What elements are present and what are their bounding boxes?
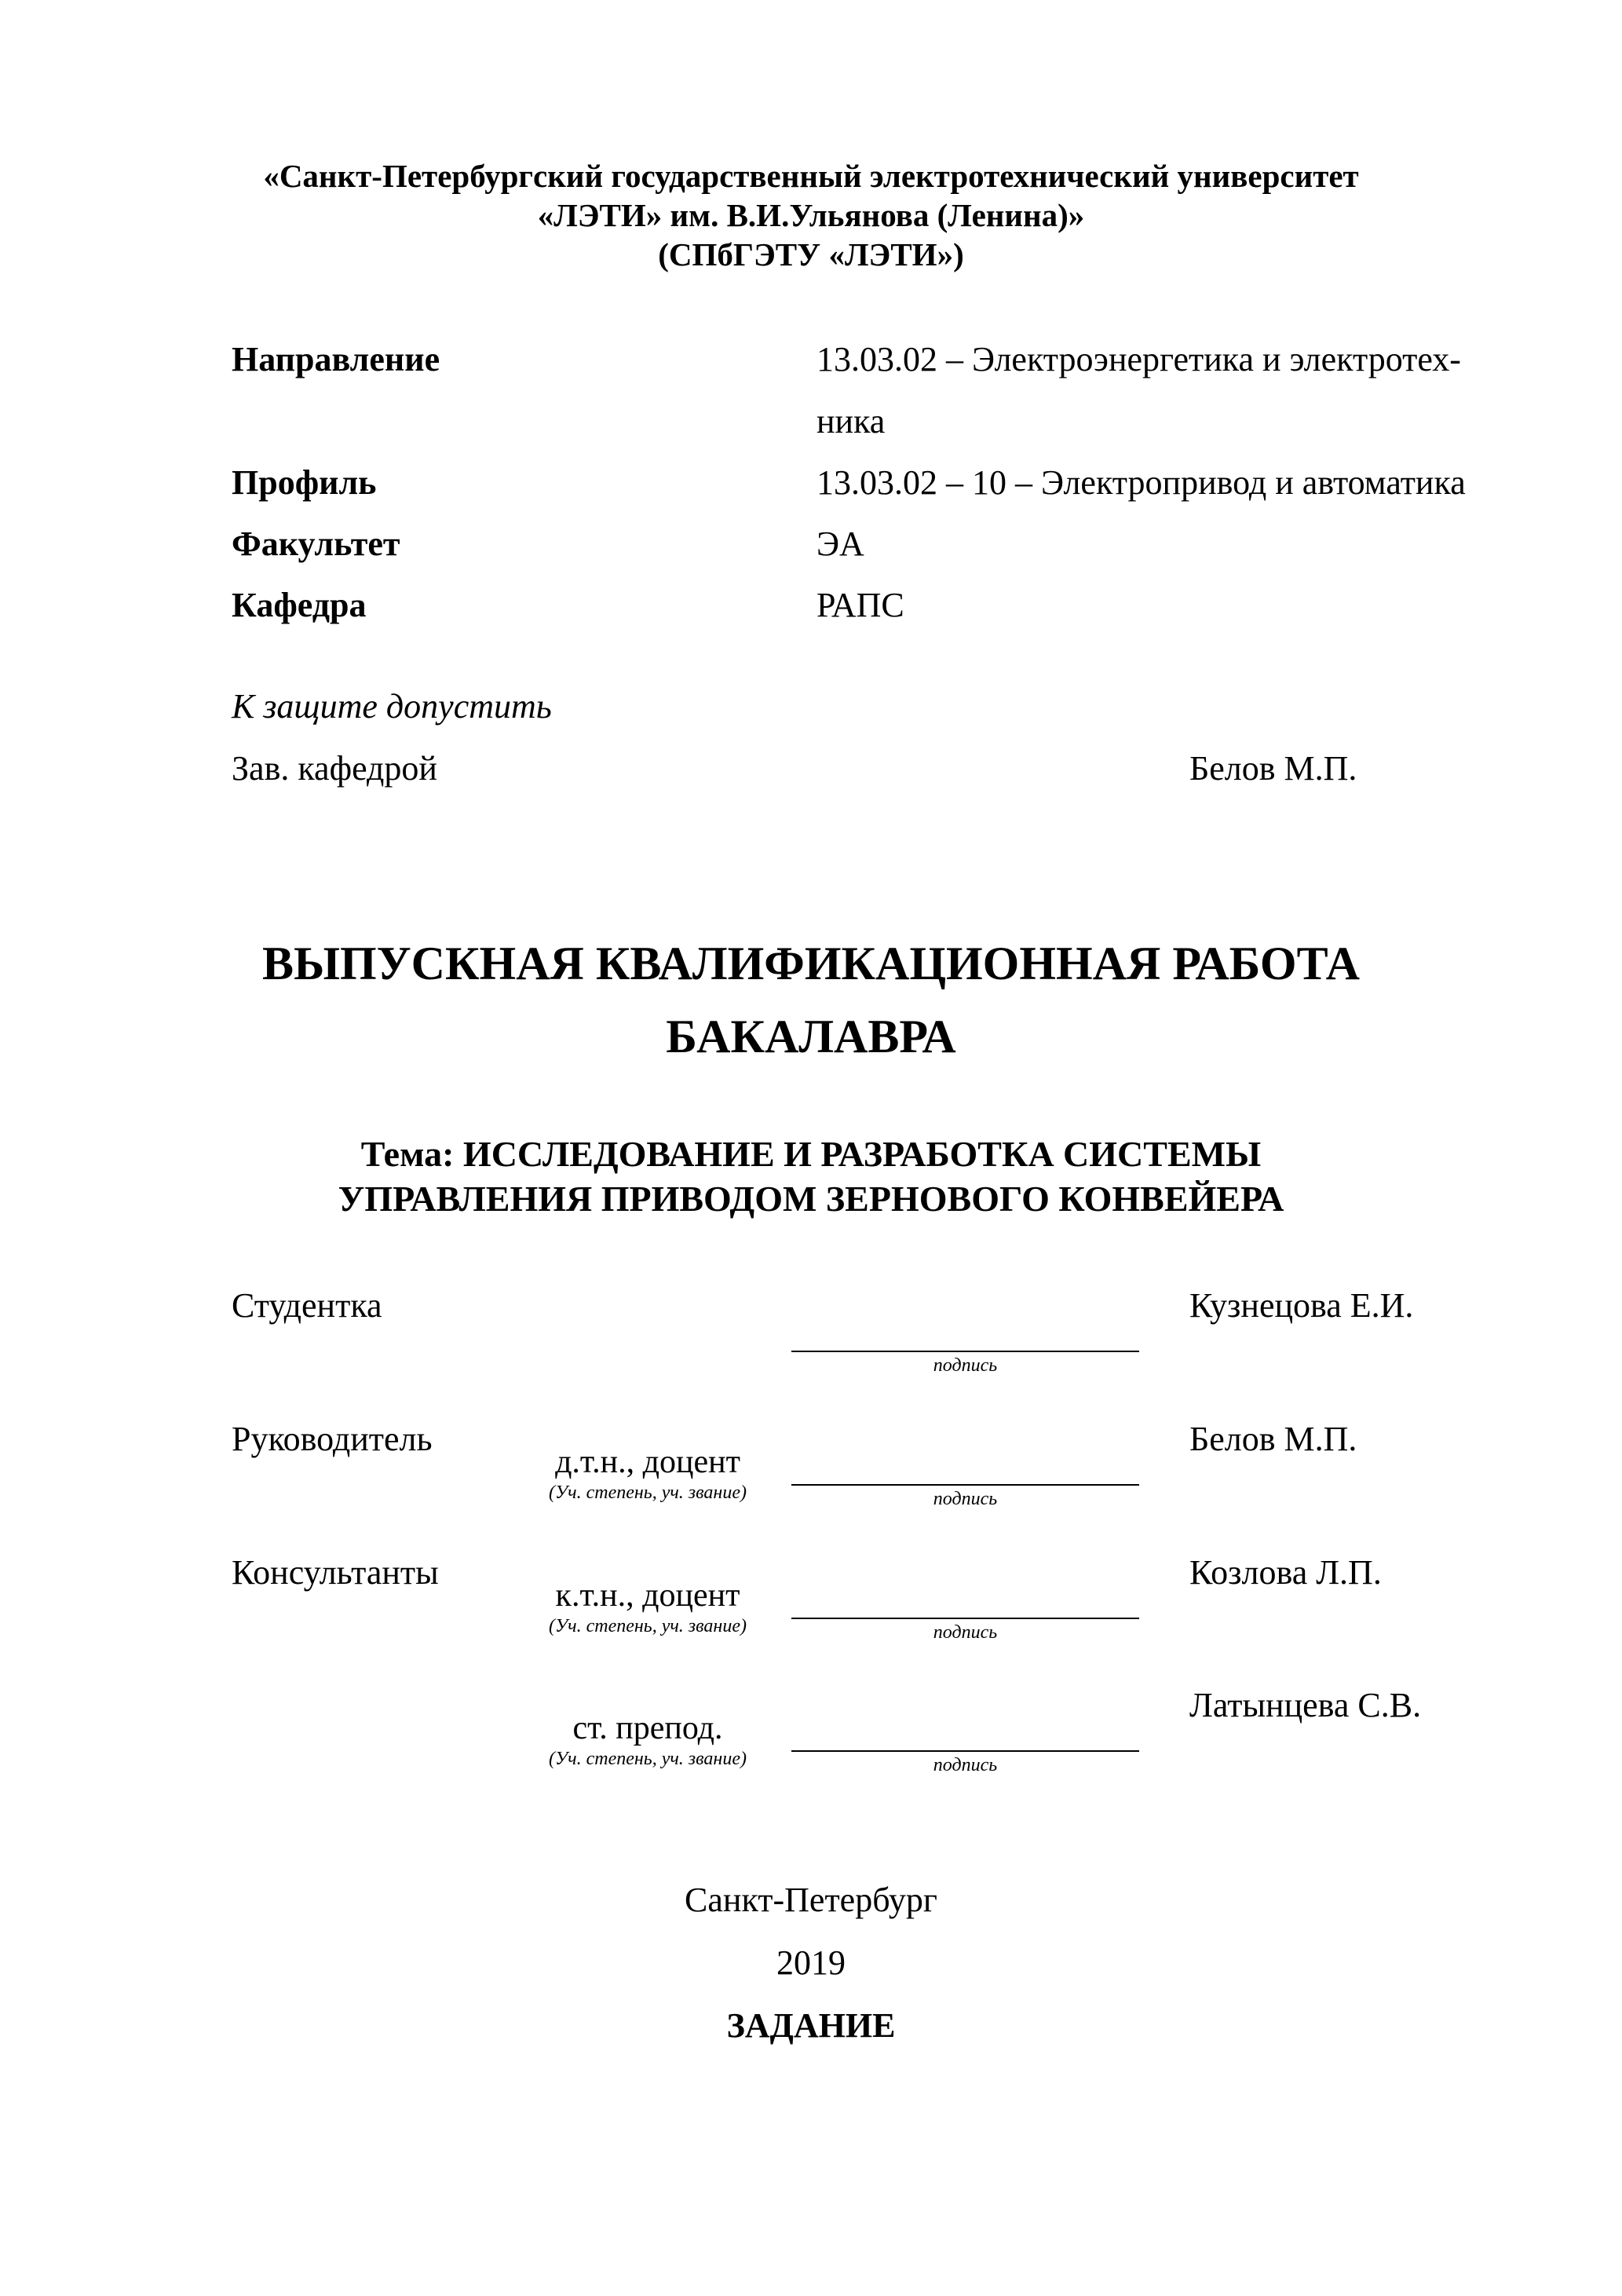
faculty-value: ЭА bbox=[816, 525, 864, 563]
topic-line2: УПРАВЛЕНИЯ ПРИВОДОМ ЗЕРНОВОГО КОНВЕЙЕРА bbox=[338, 1179, 1284, 1219]
consultants-role: Консультанты bbox=[232, 1553, 439, 1592]
consultant2-degree-caption: (Уч. степень, уч. звание) bbox=[549, 1749, 747, 1769]
university-name-line1: «Санкт-Петербургский государственный электротехнический университет bbox=[263, 158, 1359, 194]
supervisor-signature-line bbox=[791, 1484, 1139, 1486]
supervisor-signature-caption: подпись bbox=[933, 1489, 998, 1509]
consultant1-degree-caption: (Уч. степень, уч. звание) bbox=[549, 1616, 747, 1636]
consultant2-signature-caption: подпись bbox=[933, 1755, 998, 1775]
university-abbreviation: (СПбГЭТУ «ЛЭТИ») bbox=[658, 236, 964, 272]
student-role: Студентка bbox=[232, 1286, 382, 1325]
direction-value-line1: 13.03.02 – Электроэнергетика и электротех- bbox=[816, 340, 1461, 378]
supervisor-degree-caption: (Уч. степень, уч. звание) bbox=[549, 1483, 747, 1503]
supervisor-name: Белов М.П. bbox=[1189, 1420, 1357, 1458]
department-value: РАПС bbox=[816, 586, 904, 624]
supervisor-degree: д.т.н., доцент bbox=[555, 1444, 740, 1480]
department-label: Кафедра bbox=[232, 586, 367, 624]
direction-value-line2: ника bbox=[816, 402, 886, 441]
profile-label: Профиль bbox=[232, 463, 377, 502]
city: Санкт-Петербург bbox=[685, 1881, 937, 1919]
admit-to-defense-text: К защите допустить bbox=[232, 687, 552, 726]
university-name-line2: «ЛЭТИ» им. В.И.Ульянова (Ленина)» bbox=[537, 197, 1085, 233]
consultant1-signature-caption: подпись bbox=[933, 1622, 998, 1643]
year: 2019 bbox=[776, 1943, 846, 1982]
supervisor-role: Руководитель bbox=[232, 1420, 433, 1458]
consultant1-degree: к.т.н., доцент bbox=[555, 1578, 740, 1614]
work-title-line1: ВЫПУСКНАЯ КВАЛИФИКАЦИОННАЯ РАБОТА bbox=[262, 938, 1360, 989]
student-signature-line bbox=[791, 1351, 1139, 1352]
next-section-heading: ЗАДАНИЕ bbox=[726, 2006, 896, 2045]
direction-label: Направление bbox=[232, 340, 440, 378]
topic-line1: Тема: ИССЛЕДОВАНИЕ И РАЗРАБОТКА СИСТЕМЫ bbox=[360, 1134, 1262, 1174]
head-of-department-label: Зав. кафедрой bbox=[232, 749, 437, 788]
consultant2-name: Латынцева С.В. bbox=[1189, 1686, 1422, 1724]
consultant2-degree: ст. препод. bbox=[572, 1710, 723, 1746]
consultant2-signature-line bbox=[791, 1750, 1139, 1752]
student-name: Кузнецова Е.И. bbox=[1189, 1286, 1414, 1325]
consultant1-name: Козлова Л.П. bbox=[1189, 1553, 1382, 1592]
work-title-line2: БАКАЛАВРА bbox=[666, 1011, 956, 1062]
faculty-label: Факультет bbox=[232, 525, 400, 563]
student-signature-caption: подпись bbox=[933, 1355, 998, 1376]
head-of-department-name: Белов М.П. bbox=[1189, 749, 1357, 788]
consultant1-signature-line bbox=[791, 1618, 1139, 1619]
profile-value: 13.03.02 – 10 – Электропривод и автоматика bbox=[816, 463, 1466, 502]
